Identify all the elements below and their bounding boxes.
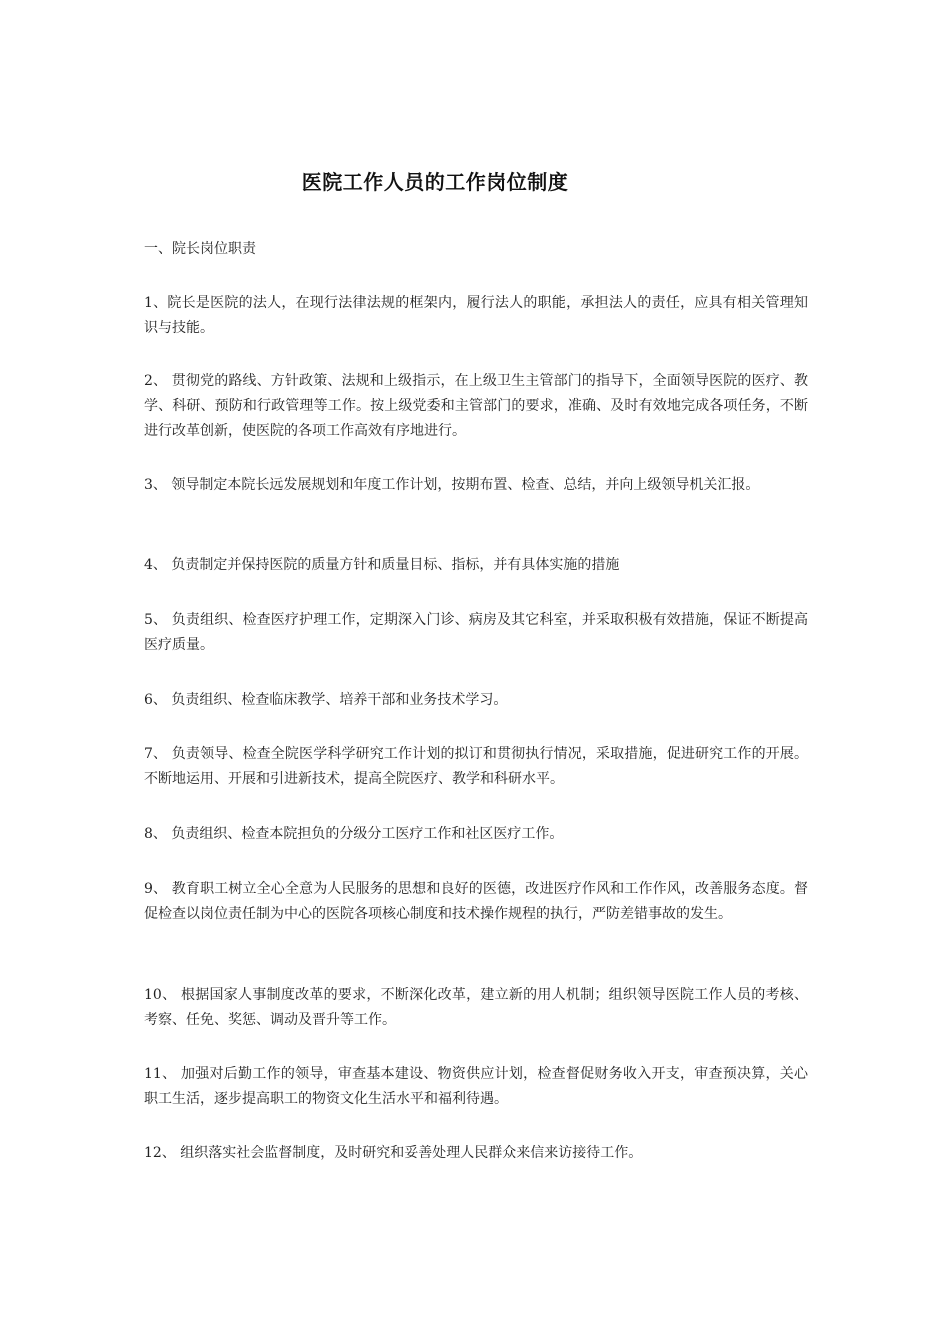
paragraph-6: 6、 负责组织、检查临床教学、培养干部和业务技术学习。 <box>144 692 508 708</box>
paragraph-7: 7、 负责领导、检查全院医学科学研究工作计划的拟订和贯彻执行情况，采取措施，促进研究工作的开展。不断地运用、开展和引进新技术，提高全院医疗、教学和科研水平。 <box>144 746 808 787</box>
paragraph-5: 5、 负责组织、检查医疗护理工作，定期深入门诊、病房及其它科室，并采取积极有效措施，保证不断提高医疗质量。 <box>144 612 808 653</box>
paragraph-1: 1、院长是医院的法人，在现行法律法规的框架内，履行法人的职能，承担法人的责任，应具有相关管理知识与技能。 <box>144 295 808 336</box>
paragraph-9: 9、 教育职工树立全心全意为人民服务的思想和良好的医德，改进医疗作风和工作作风，改善服务态度。督促检查以岗位责任制为中心的医院各项核心制度和技术操作规程的执行，严防差错事故的发生。 <box>144 881 808 922</box>
paragraph-8: 8、 负责组织、检查本院担负的分级分工医疗工作和社区医疗工作。 <box>144 826 564 842</box>
document-title: 医院工作人员的工作岗位制度 <box>301 170 569 194</box>
paragraph-3: 3、 领导制定本院长远发展规划和年度工作计划，按期布置、检查、总结，并向上级领导机关汇报。 <box>144 477 760 493</box>
paragraph-4: 4、 负责制定并保持医院的质量方针和质量目标、指标，并有具体实施的措施 <box>144 557 620 573</box>
paragraph-10: 10、 根据国家人事制度改革的要求，不断深化改革，建立新的用人机制；组织领导医院工作人员的考核、考察、任免、奖惩、调动及晋升等工作。 <box>144 987 808 1028</box>
paragraph-2: 2、 贯彻党的路线、方针政策、法规和上级指示，在上级卫生主管部门的指导下，全面领导医院的医疗、教学、科研、预防和行政管理等工作。按上级党委和主管部门的要求，准确、及时有效地完成各项任务，不断进行改革创新，使医院的各项工作高效有序地进行。 <box>144 373 808 439</box>
paragraph-11: 11、 加强对后勤工作的领导，审查基本建设、物资供应计划，检查督促财务收入开支，审查预决算，关心职工生活，逐步提高职工的物资文化生活水平和福利待遇。 <box>144 1066 808 1107</box>
paragraph-12: 12、 组织落实社会监督制度，及时研究和妥善处理人民群众来信来访接待工作。 <box>144 1145 643 1161</box>
section-heading: 一、院长岗位职责 <box>144 241 256 257</box>
